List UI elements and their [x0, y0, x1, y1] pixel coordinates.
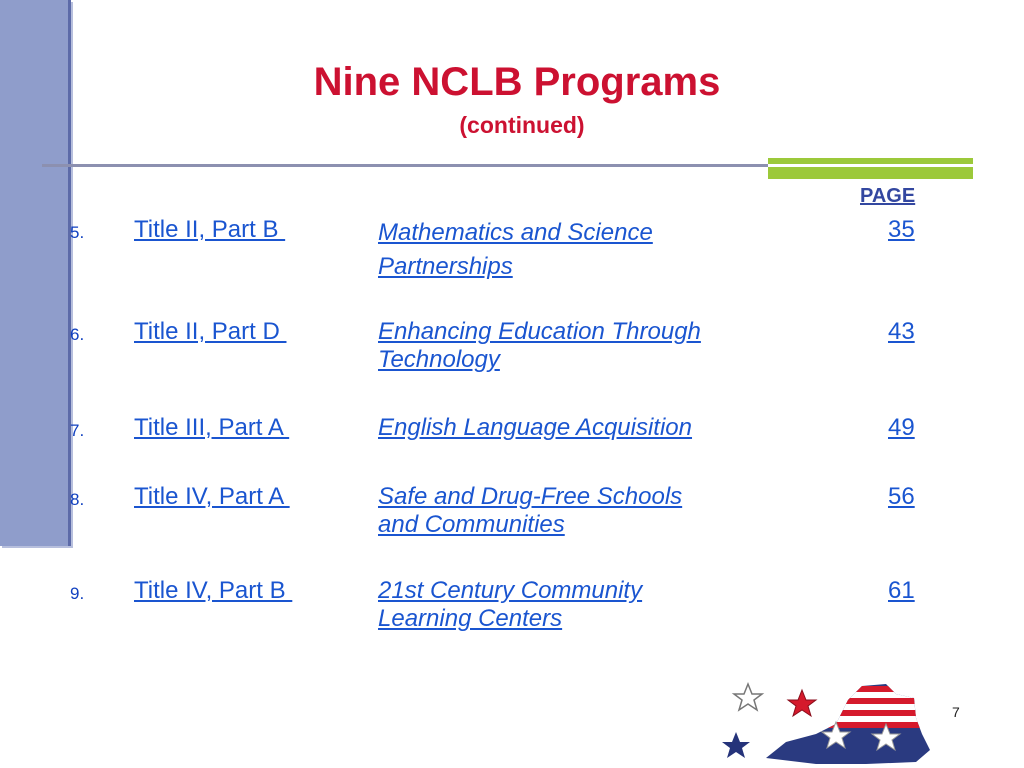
program-name-link[interactable]: 21st Century Community Learning Centers [378, 577, 643, 632]
program-title-link[interactable]: Title IV, Part B [134, 577, 293, 604]
program-title-link[interactable]: Title IV, Part A [134, 483, 290, 510]
program-number: 9. [70, 584, 85, 603]
program-number: 6. [70, 325, 85, 344]
program-title-link[interactable]: Title II, Part B [134, 216, 286, 243]
program-page-link[interactable]: 35 [888, 216, 915, 243]
program-title-link[interactable]: Title III, Part A [134, 414, 290, 441]
program-page-link[interactable]: 49 [888, 414, 915, 441]
slide-title: Nine NCLB Programs [313, 60, 721, 104]
program-number: 5. [70, 223, 85, 242]
program-page-link[interactable]: 43 [888, 318, 915, 345]
program-number: 8. [70, 490, 85, 509]
program-number: 7. [70, 421, 85, 440]
page-column-header: PAGE [860, 185, 916, 207]
virginia-flag-stars-logo-icon [716, 678, 946, 768]
header-divider [42, 164, 772, 167]
program-page-link[interactable]: 56 [888, 483, 915, 510]
program-name-link[interactable]: English Language Acquisition [378, 414, 693, 441]
program-name-link[interactable]: Safe and Drug-Free Schools and Communities [378, 483, 683, 538]
header-accent-bar [768, 158, 973, 179]
slide-subtitle: (continued) [459, 112, 585, 138]
program-title-link[interactable]: Title II, Part D [134, 318, 287, 345]
slide-number: 7 [952, 704, 960, 720]
program-name-link[interactable]: Mathematics and Science Partnerships [378, 219, 653, 280]
program-page-link[interactable]: 61 [888, 577, 915, 604]
program-name-link[interactable]: Enhancing Education Through Technology [378, 318, 701, 373]
